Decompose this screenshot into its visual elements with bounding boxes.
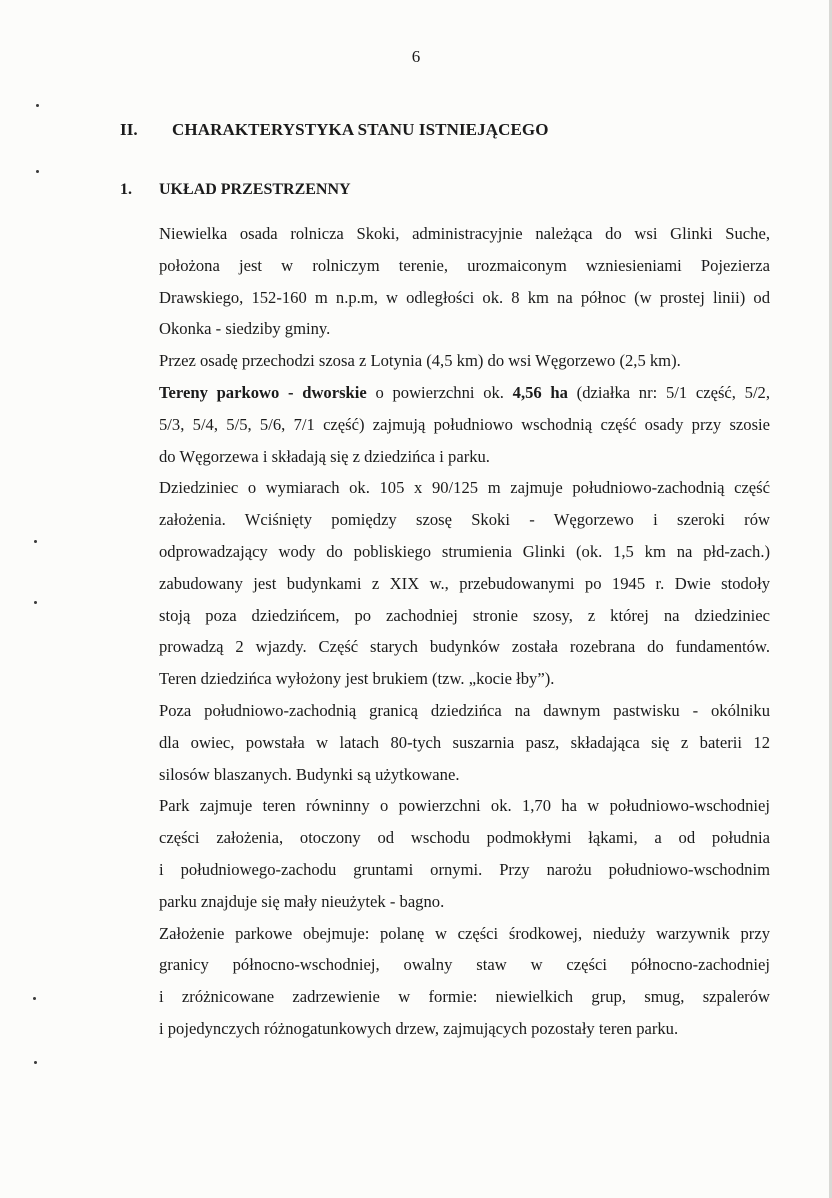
scan-speck: [34, 540, 37, 543]
text-run: o powierzchni ok.: [366, 382, 513, 402]
scan-speck: [33, 997, 36, 1000]
page-number: 6: [411, 47, 421, 66]
text-line: parku znajduje się mały nieużytek - bagno.: [159, 891, 445, 911]
scan-speck: [36, 170, 39, 173]
section-title: CHARAKTERYSTYKA STANU ISTNIEJĄCEGO: [172, 120, 549, 139]
paragraph: [159, 918, 770, 1045]
paragraph: [159, 790, 770, 917]
text-line: odprowadzający wody do pobliskiego strumienia Glinki (ok. 1,5 km na płd-zach.): [159, 541, 770, 561]
paragraph: [159, 695, 770, 790]
text-line: prowadzą 2 wjazdy. Część starych budynków została rozebrana do fundamentów.: [159, 637, 770, 657]
text-line: Przez osadę przechodzi szosa z Lotynia (4,5 km) do wsi Węgorzewo (2,5 km).: [159, 351, 681, 371]
text-line: silosów blaszanych. Budynki są użytkowane.: [159, 764, 460, 784]
text-line: 5/3, 5/4, 5/5, 5/6, 7/1 część) zajmują południowo wschodnią część osady przy szosie: [159, 414, 770, 434]
paragraph: [159, 377, 770, 472]
text-line: [159, 377, 770, 409]
subsection-heading: [120, 181, 351, 199]
text-line: Okonka - siedziby gminy.: [159, 319, 331, 339]
subsection-number: 1.: [120, 181, 132, 198]
text-line: Dziedziniec o wymiarach ok. 105 x 90/125 m zajmuje południowo-zachodnią część: [159, 478, 770, 498]
text-run: (działka nr: 5/1 część, 5/2,: [567, 382, 770, 402]
text-line: zabudowany jest budynkami z XIX w., przebudowanymi po 1945 r. Dwie stodoły: [159, 573, 770, 593]
scan-speck: [34, 601, 37, 604]
subsection-title: UKŁAD PRZESTRZENNY: [159, 181, 351, 198]
section-number: II.: [120, 120, 138, 139]
text-line: Teren dziedzińca wyłożony jest brukiem (tzw. „kocie łby”).: [159, 669, 555, 689]
text-line: dla owiec, powstała w latach 80-tych suszarnia pasz, składająca się z baterii 12: [159, 732, 770, 752]
paragraph: [159, 345, 770, 377]
text-line: i zróżnicowane zadrzewienie w formie: niewielkich grup, smug, szpalerów: [159, 987, 770, 1007]
text-line: i południowego-zachodu gruntami ornymi. Przy narożu południowo-wschodnim: [159, 859, 770, 879]
text-line: Park zajmuje teren równinny o powierzchni ok. 1,70 ha w południowo-wschodniej: [159, 796, 770, 816]
paragraph: [159, 472, 770, 695]
section-heading: [120, 120, 549, 140]
bold-area: 4,56 ha: [512, 382, 568, 402]
scan-speck: [34, 1061, 37, 1064]
text-line: Drawskiego, 152-160 m n.p.m, w odległości ok. 8 km na północ (w prostej linii) od: [159, 287, 770, 307]
text-line: i pojedynczych różnogatunkowych drzew, zajmujących pozostały teren parku.: [159, 1018, 679, 1038]
text-line: Poza południowo-zachodnią granicą dziedzińca na dawnym pastwisku - okólniku: [159, 700, 770, 720]
text-line: do Węgorzewa i składają się z dziedzińca i parku.: [159, 446, 490, 466]
text-line: granicy północno-wschodniej, owalny staw w części północno-zachodniej: [159, 955, 770, 975]
scan-speck: [36, 104, 39, 107]
text-line: Założenie parkowe obejmuje: polanę w części środkowej, nieduży warzywnik przy: [159, 923, 770, 943]
text-line: Niewielka osada rolnicza Skoki, administracyjnie należąca do wsi Glinki Suche,: [159, 224, 770, 243]
text-line: położona jest w rolniczym terenie, urozmaiconym wzniesieniami Pojezierza: [159, 255, 770, 275]
paragraph: [159, 218, 770, 345]
body-text: [159, 218, 770, 1045]
text-line: stoją poza dziedzińcem, po zachodniej stronie szosy, z której na dziedziniec: [159, 605, 770, 625]
text-line: założenia. Wciśnięty pomiędzy szosę Skoki - Węgorzewo i szeroki rów: [159, 510, 770, 530]
text-line: części założenia, otoczony od wschodu podmokłymi łąkami, a od południa: [159, 828, 770, 848]
bold-lead: Tereny parkowo - dworskie: [159, 382, 367, 402]
